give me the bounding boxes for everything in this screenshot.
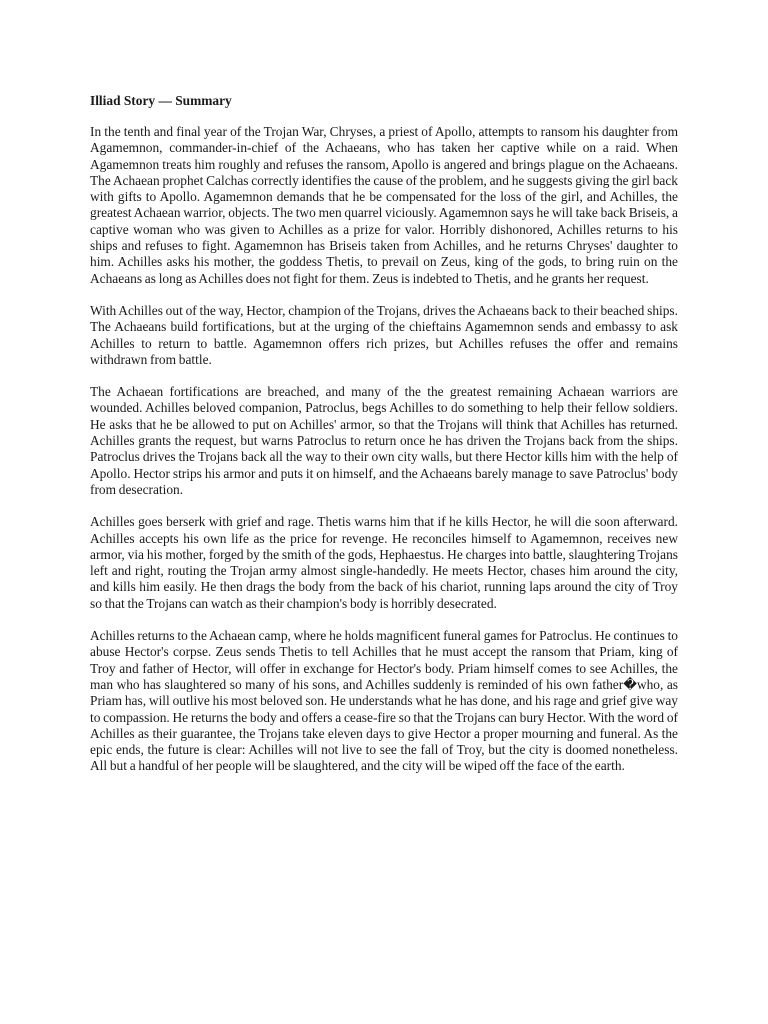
paragraph-4: Achilles goes berserk with grief and rage. Thetis warns him that if he kills Hector, he will die soon afterward. Achilles accepts his own life as the price for revenge. He reconciles himself to Agamemnon, receives new armor, via his mother, forged by the smith of the gods, Hephaestus. He charges into battle, slaughtering Trojans left and right, routing the Trojan army almost single-handedly. He meets Hector, chases him around the city, and kills him easily. He then drags the body from the back of his chariot, running laps around the city of Troy so that the Trojans can watch as their champion's body is horribly desecrated. [90, 514, 678, 611]
paragraph-5: Achilles returns to the Achaean camp, where he holds magnificent funeral games for Patroclus. He continues to abuse Hector's corpse. Zeus sends Thetis to tell Achilles that he must accept the ransom that Priam, king of Troy and father of Hector, will offer in exchange for Hector's body. Priam himself comes to see Achilles, the man who has slaughtered so many of his sons, and Achilles suddenly is reminded of his own father�who, as Priam has, will outlive his most beloved son. He understands what he has done, and his rage and grief give way to compassion. He returns the body and offers a cease-fire so that the Trojans can bury Hector. With the word of Achilles as their guarantee, the Trojans take eleven days to give Hector a proper mourning and funeral. As the epic ends, the future is clear: Achilles will not live to see the fall of Troy, but the city is doomed nonetheless. All but a handful of her people will be slaughtered, and the city will be wiped off the face of the earth. [90, 628, 678, 774]
document-title: Illiad Story — Summary [90, 93, 232, 108]
paragraph-1: In the tenth and final year of the Trojan War, Chryses, a priest of Apollo, attempts to ransom his daughter from Agamemnon, commander-in-chief of the Achaeans, who has taken her captive while on a raid. When Agamemnon treats him roughly and refuses the ransom, Apollo is angered and brings plague on the Achaeans. The Achaean prophet Calchas correctly identifies the cause of the problem, and he suggests giving the girl back with gifts to Apollo. Agamemnon demands that he be compensated for the loss of the girl, and Achilles, the greatest Achaean warrior, objects. The two men quarrel viciously. Agamemnon says he will take back Briseis, a captive woman who was given to Achilles as a prize for valor. Horribly dishonored, Achilles returns to his ships and refuses to fight. Agamemnon has Briseis taken from Achilles, and he returns Chryses' daughter to him. Achilles asks his mother, the goddess Thetis, to prevail on Zeus, king of the gods, to bring ruin on the Achaeans as long as Achilles does not fight for them. Zeus is indebted to Thetis, and he grants her request. [90, 124, 678, 286]
paragraph-2: With Achilles out of the way, Hector, champion of the Trojans, drives the Achaeans back to their beached ships. The Achaeans build fortifications, but at the urging of the chieftains Agamemnon sends and embassy to ask Achilles to return to battle. Agamemnon offers rich prizes, but Achilles refuses the offer and remains withdrawn from battle. [90, 302, 678, 367]
document-page [90, 92, 678, 791]
paragraph-3: The Achaean fortifications are breached, and many of the the greatest remaining Achaean warriors are wounded. Achilles beloved companion, Patroclus, begs Achilles to do something to help their fellow soldiers. He asks that he be allowed to put on Achilles' armor, so that the Trojans will think that Achilles has returned. Achilles grants the request, but warns Patroclus to return once he has driven the Trojans back from the ships. Patroclus drives the Trojans back all the way to their own city walls, but there Hector kills him with the help of Apollo. Hector strips his armor and puts it on himself, and the Achaeans barely manage to save Patroclus' body from desecration. [90, 384, 678, 497]
